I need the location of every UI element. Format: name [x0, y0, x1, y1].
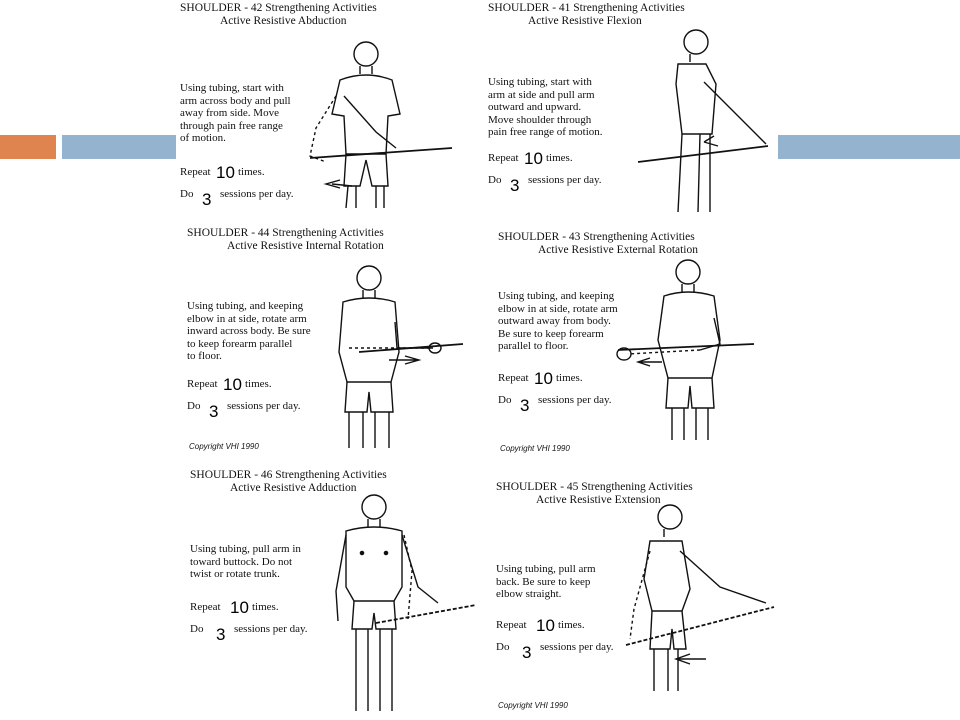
accent-bar-blue-right — [778, 135, 960, 159]
exercise-instructions: Using tubing, and keeping elbow in at side, rotate arm inward across body. Be sure to keep forearm parallel to floor. — [187, 300, 311, 362]
exercise-instructions: Using tubing, and keeping elbow in at side, rotate arm outward away from body. Be sure to keep forearm parallel to floor. — [498, 290, 618, 352]
exercise-instructions: Using tubing, start with arm across body and pull away from side. Move through pain free range of motion. — [180, 82, 291, 144]
sessions-count: 3 — [202, 190, 212, 209]
accent-bar-orange — [0, 135, 56, 159]
exercise-header — [187, 227, 384, 253]
repeat-count: 10 — [223, 375, 242, 394]
exercise-instructions: Using tubing, start with arm at side and pull arm outward and upward. Move shoulder through pain free range of motion. — [488, 76, 603, 138]
exercise-card-42: SHOULDER - 42 Strengthening Activities Active Resistive Abduction Using tubing, start with arm across body and pull away from side. Move through pain free range of motion. Repeat 10 times. Do 3 sessions per day. — [176, 0, 458, 212]
exercise-instructions: Using tubing, pull arm back. Be sure to keep elbow straight. — [496, 563, 596, 600]
exercise-header — [498, 231, 698, 257]
exercise-title: SHOULDER - 45 Strengthening Activities — [496, 481, 693, 493]
sessions-count: 3 — [209, 402, 219, 421]
exercise-card-46: SHOULDER - 46 Strengthening Activities Active Resistive Adduction Using tubing, pull arm in toward buttock. Do not twist or rotate trunk. Repeat 10 times. Do 3 sessions per day. — [186, 463, 486, 718]
sessions-count: 3 — [520, 396, 530, 415]
accent-bar-blue-left — [62, 135, 180, 159]
repeat-count: 10 — [216, 163, 235, 182]
exercise-subtitle: Active Resistive Extension — [536, 494, 661, 506]
copyright-text: Copyright VHI 1990 — [500, 444, 570, 453]
copyright-text: Copyright VHI 1990 — [189, 442, 259, 451]
exercise-illustration — [634, 24, 774, 212]
sessions-count: 3 — [216, 625, 226, 644]
exercise-illustration — [323, 262, 468, 452]
exercise-title: SHOULDER - 44 Strengthening Activities — [187, 227, 384, 239]
exercise-card-41: SHOULDER - 41 Strengthening Activities Active Resistive Flexion Using tubing, start with arm at side and pull arm outward and upward. Move shoulder through pain free range of motion. Repeat 10 times. Do 3 sessions per day. — [484, 0, 778, 212]
exercise-illustration — [614, 258, 756, 442]
copyright-text: Copyright VHI 1990 — [498, 701, 568, 710]
exercise-card-44: SHOULDER - 44 Strengthening Activities Active Resistive Internal Rotation Using tubing, and keeping elbow in at side, rotate arm inward across body. Be sure to keep forearm parallel to floor. Repeat 10 times. Do 3 sessions per day. Copyright VHI 1990 — [183, 218, 470, 458]
exercise-card-43: SHOULDER - 43 Strengthening Activities Active Resistive External Rotation Using tubing, and keeping elbow in at side, rotate arm outward away from body. Be sure to keep forearm parallel to floor. Repeat 10 times. Do 3 sessions per day. Copyright VHI 1990 — [494, 222, 756, 462]
exercise-title: SHOULDER - 46 Strengthening Activities — [190, 469, 387, 481]
exercise-subtitle: Active Resistive Abduction — [220, 15, 347, 27]
repeat-count: 10 — [534, 369, 553, 388]
exercise-instructions: Using tubing, pull arm in toward buttock. Do not twist or rotate trunk. — [190, 543, 301, 580]
exercise-header — [180, 2, 377, 28]
repeat-count: 10 — [536, 616, 555, 635]
repeat-count: 10 — [524, 149, 543, 168]
exercise-card-45: SHOULDER - 45 Strengthening Activities Active Resistive Extension Using tubing, pull arm back. Be sure to keep elbow straight. Repeat 10 times. Do 3 sessions per day. Copyright VHI 1990 — [492, 475, 784, 720]
sessions-count: 3 — [510, 176, 520, 195]
exercise-illustration — [326, 491, 476, 717]
exercise-illustration — [296, 36, 456, 212]
exercise-title: SHOULDER - 41 Strengthening Activities — [488, 2, 685, 14]
sessions-count: 3 — [522, 643, 532, 662]
exercise-illustration — [620, 499, 780, 695]
repeat-count: 10 — [230, 598, 249, 617]
exercise-subtitle: Active Resistive Internal Rotation — [227, 240, 384, 252]
exercise-title: SHOULDER - 42 Strengthening Activities — [180, 2, 377, 14]
exercise-subtitle: Active Resistive External Rotation — [538, 244, 699, 256]
exercise-subtitle: Active Resistive Flexion — [528, 15, 642, 27]
exercise-title: SHOULDER - 43 Strengthening Activities — [498, 231, 695, 243]
exercise-subtitle: Active Resistive Adduction — [230, 482, 357, 494]
